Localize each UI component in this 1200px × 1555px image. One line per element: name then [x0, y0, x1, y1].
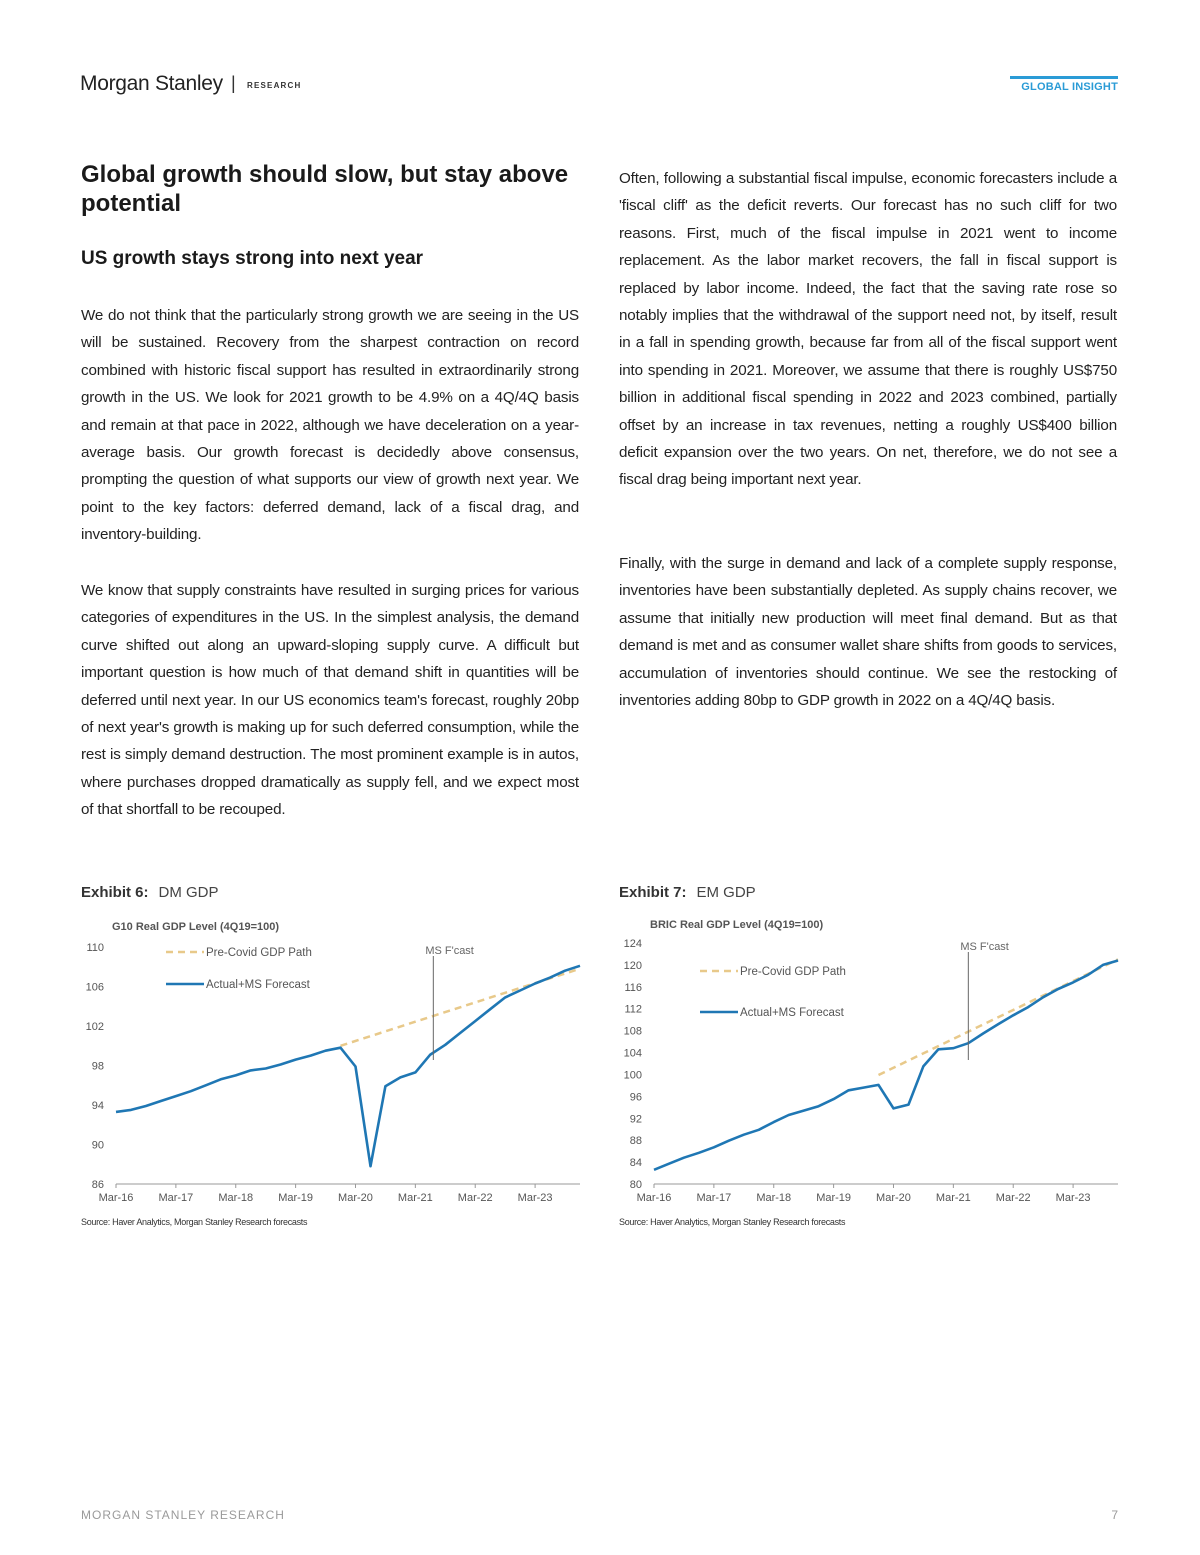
y-tick-label: 88: [629, 1135, 642, 1148]
paragraph-3: Often, following a substantial fiscal impulse, economic forecasters include a 'fiscal cliff' as the deficit reverts. Our forecast has no such cliff for two reasons. First, much of the fiscal impulse in 2021 went to income replacement. As the labor market recovers, the fall in fiscal support is replaced by labor income. Indeed, the fact that the saving rate rose so notably implies that the withdrawal of the support need not, by itself, result in a fall in spending growth, because far from all of the fiscal support went into spending in 2021. Moreover, we assume that there is roughly US$750 billion in additional fiscal spending in 2022 and 2023 combined, partially offset by an increase in tax revenues, netting a roughly US$400 billion deficit expansion over the two years. On net, therefore, we do not see a fiscal drag being important next year.: [619, 170, 1117, 489]
legend-label-pre-covid: Pre-Covid GDP Path: [740, 966, 846, 978]
actual-forecast-line: [654, 961, 1118, 1170]
y-tick-label: 104: [623, 1047, 642, 1060]
x-tick-label: Mar-17: [158, 1192, 194, 1204]
x-tick-label: Mar-17: [696, 1192, 732, 1204]
brand-section: RESEARCH: [247, 81, 302, 90]
x-tick-label: Mar-16: [636, 1192, 672, 1204]
brand-name: Morgan Stanley: [80, 72, 223, 95]
y-tick-label: 120: [623, 959, 642, 972]
forecast-marker-label: MS F'cast: [960, 941, 1009, 953]
y-tick-label: 116: [624, 981, 642, 994]
y-tick-label: 92: [629, 1113, 642, 1126]
x-tick-label: Mar-22: [995, 1192, 1031, 1204]
x-tick-label: Mar-23: [1055, 1192, 1091, 1204]
legend-label-actual: Actual+MS Forecast: [740, 1007, 844, 1019]
exhibit-6-title: [81, 884, 219, 901]
x-tick-label: Mar-20: [338, 1192, 373, 1204]
x-tick-label: Mar-18: [756, 1192, 792, 1204]
exhibit-6-source: Source: Haver Analytics, Morgan Stanley Research forecasts: [81, 1217, 308, 1227]
chart-title: BRIC Real GDP Level (4Q19=100): [650, 919, 824, 931]
y-tick-label: 86: [91, 1179, 104, 1191]
legend-label-actual: Actual+MS Forecast: [206, 979, 310, 991]
x-tick-label: Mar-23: [517, 1192, 553, 1204]
x-tick-label: Mar-22: [457, 1192, 493, 1204]
x-tick-label: Mar-21: [935, 1192, 971, 1204]
x-tick-label: Mar-19: [816, 1192, 852, 1204]
forecast-marker-label: MS F'cast: [425, 945, 474, 957]
y-tick-label: 98: [91, 1060, 104, 1073]
x-tick-label: Mar-18: [218, 1192, 254, 1204]
actual-forecast-line: [116, 966, 580, 1166]
y-tick-label: 84: [629, 1157, 642, 1170]
tag-accent-bar: [1010, 76, 1118, 79]
article-subtitle: US growth stays strong into next year: [81, 248, 424, 269]
y-tick-label: 102: [85, 1021, 104, 1033]
exhibit-7-title: [619, 884, 756, 901]
x-tick-label: Mar-19: [278, 1192, 314, 1204]
paragraph-1: We do not think that the particularly strong growth we are seeing in the US will be sustained. Recovery from the sharpest contraction on record combined with historic fiscal support has resulted in extraordinarily strong growth in the US. We look for 2021 growth to be 4.9% on a 4Q/4Q basis and remain at that pace in 2022, although we have deceleration on a year-average basis. Our growth forecast is decidedly above consensus, prompting the question of what supports our view of growth next year. We point to the key factors: deferred demand, lack of a fiscal drag, and inventory-building.: [81, 307, 579, 544]
y-tick-label: 96: [629, 1091, 642, 1104]
x-tick-label: Mar-20: [876, 1192, 911, 1204]
exhibit-7-label: Exhibit 7:: [619, 884, 687, 901]
brand-separator: |: [231, 73, 236, 93]
y-tick-label: 112: [624, 1003, 642, 1016]
x-tick-label: Mar-21: [397, 1192, 433, 1204]
y-tick-label: 90: [91, 1139, 104, 1152]
page-number: 7: [1111, 1508, 1118, 1522]
article-title: Global growth should slow, but stay above potential: [81, 161, 569, 217]
y-tick-label: 80: [629, 1179, 642, 1191]
legend-label-pre-covid: Pre-Covid GDP Path: [206, 947, 312, 959]
y-tick-label: 100: [623, 1069, 642, 1082]
exhibit-7-name: EM GDP: [696, 884, 756, 901]
footer-publisher: MORGAN STANLEY RESEARCH: [81, 1508, 285, 1522]
paragraph-4: Finally, with the surge in demand and lack of a complete supply response, inventories have been substantially depleted. As supply chains recover, we assume that initially new production will meet final demand. But as that demand is met and as consumer wallet share shifts from goods to services, accumulation of inventories should continue. We see the restocking of inventories adding 80bp to GDP growth in 2022 on a 4Q/4Q basis.: [619, 555, 1117, 710]
em-gdp-chart: [612, 905, 1128, 1210]
paragraph-2: We know that supply constraints have resulted in surging prices for various categories of expenditures in the US. In the simplest analysis, the demand curve shifted out along an upward-sloping supply curve. A difficult but important question is how much of that demand shift in quantities will be deferred until next year. In our US economics team's forecast, roughly 20bp of next year's growth is making up for such deferred consumption, while the rest is simply demand destruction. The most prominent example is in autos, where purchases dropped dramatically as supply fell, and we expect most of that shortfall to be recouped.: [81, 582, 579, 819]
y-tick-label: 110: [86, 942, 104, 954]
exhibit-7-source: Source: Haver Analytics, Morgan Stanley Research forecasts: [619, 1217, 846, 1227]
chart-title: G10 Real GDP Level (4Q19=100): [112, 921, 280, 933]
y-tick-label: 124: [623, 938, 642, 950]
y-tick-label: 106: [85, 981, 104, 994]
dm-gdp-chart: [74, 905, 590, 1210]
report-tag: GLOBAL INSIGHT: [1021, 81, 1118, 93]
exhibit-6-name: DM GDP: [158, 884, 219, 901]
y-tick-label: 94: [91, 1100, 104, 1112]
y-tick-label: 108: [623, 1025, 642, 1038]
x-tick-label: Mar-16: [98, 1192, 134, 1204]
exhibit-6-label: Exhibit 6:: [81, 884, 149, 901]
